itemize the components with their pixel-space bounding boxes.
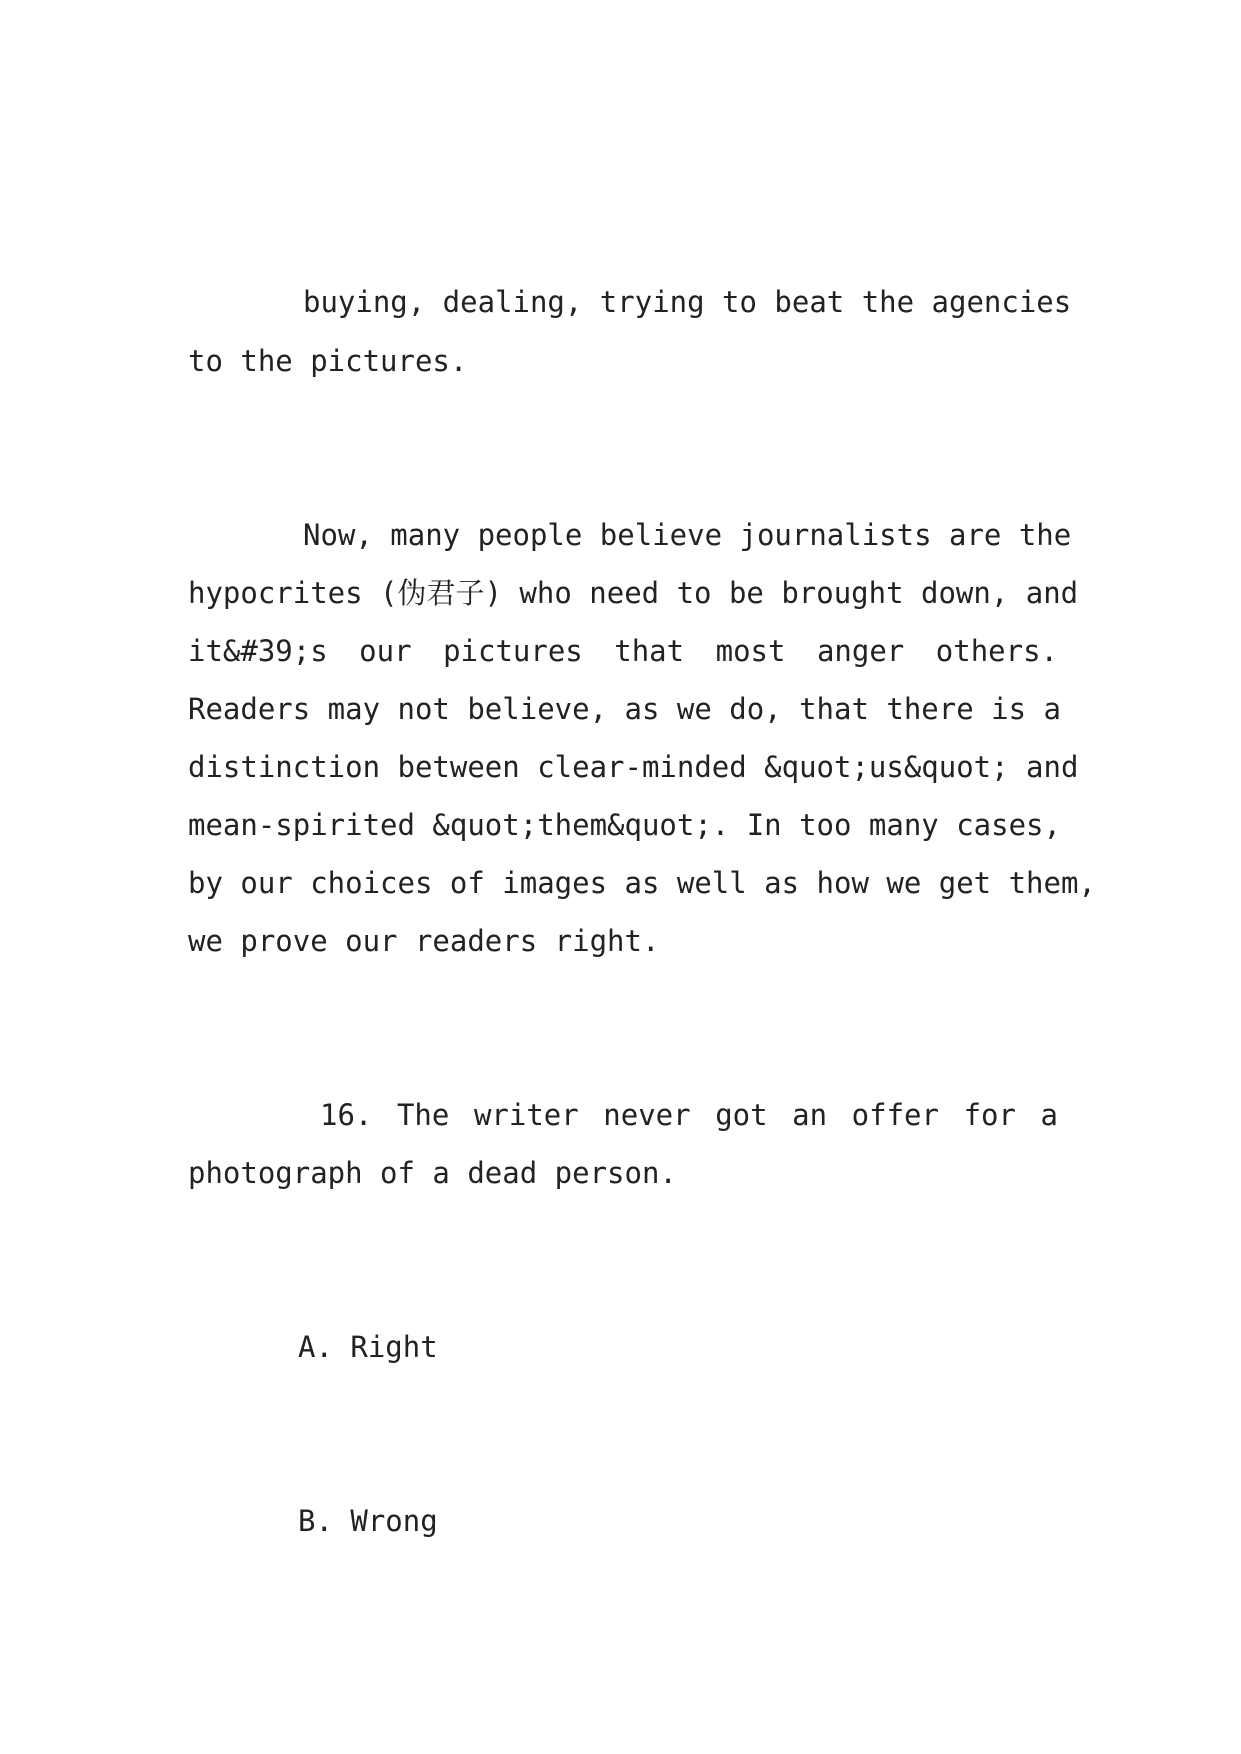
option-b: B. Wrong — [298, 1504, 438, 1538]
paragraph-2-line-1: Now, many people believe journalists are the — [303, 518, 1072, 552]
paragraph-2-line-5: distinction between clear-minded &quot;us&quot; and — [188, 750, 1079, 784]
question-line-1: 16. The writer never got an offer for a — [320, 1098, 1058, 1132]
paragraph-2-line-3: it&#39;s our pictures that most anger others. — [188, 634, 1058, 668]
paragraph-1-line-1: buying, dealing, trying to beat the agencies — [303, 285, 1072, 319]
question-line-2: photograph of a dead person. — [188, 1156, 677, 1190]
paragraph-2-line-2: hypocrites (伪君子) who need to be brought down, and — [188, 576, 1079, 610]
paragraph-1-line-2: to the pictures. — [188, 344, 468, 378]
paragraph-2-line-4: Readers may not believe, as we do, that there is a — [188, 692, 1061, 726]
option-a: A. Right — [298, 1330, 438, 1364]
paragraph-2-line-7: by our choices of images as well as how we get them, — [188, 866, 1096, 900]
paragraph-2-line-6: mean-spirited &quot;them&quot;. In too many cases, — [188, 808, 1061, 842]
paragraph-2-line-8: we prove our readers right. — [188, 924, 660, 958]
